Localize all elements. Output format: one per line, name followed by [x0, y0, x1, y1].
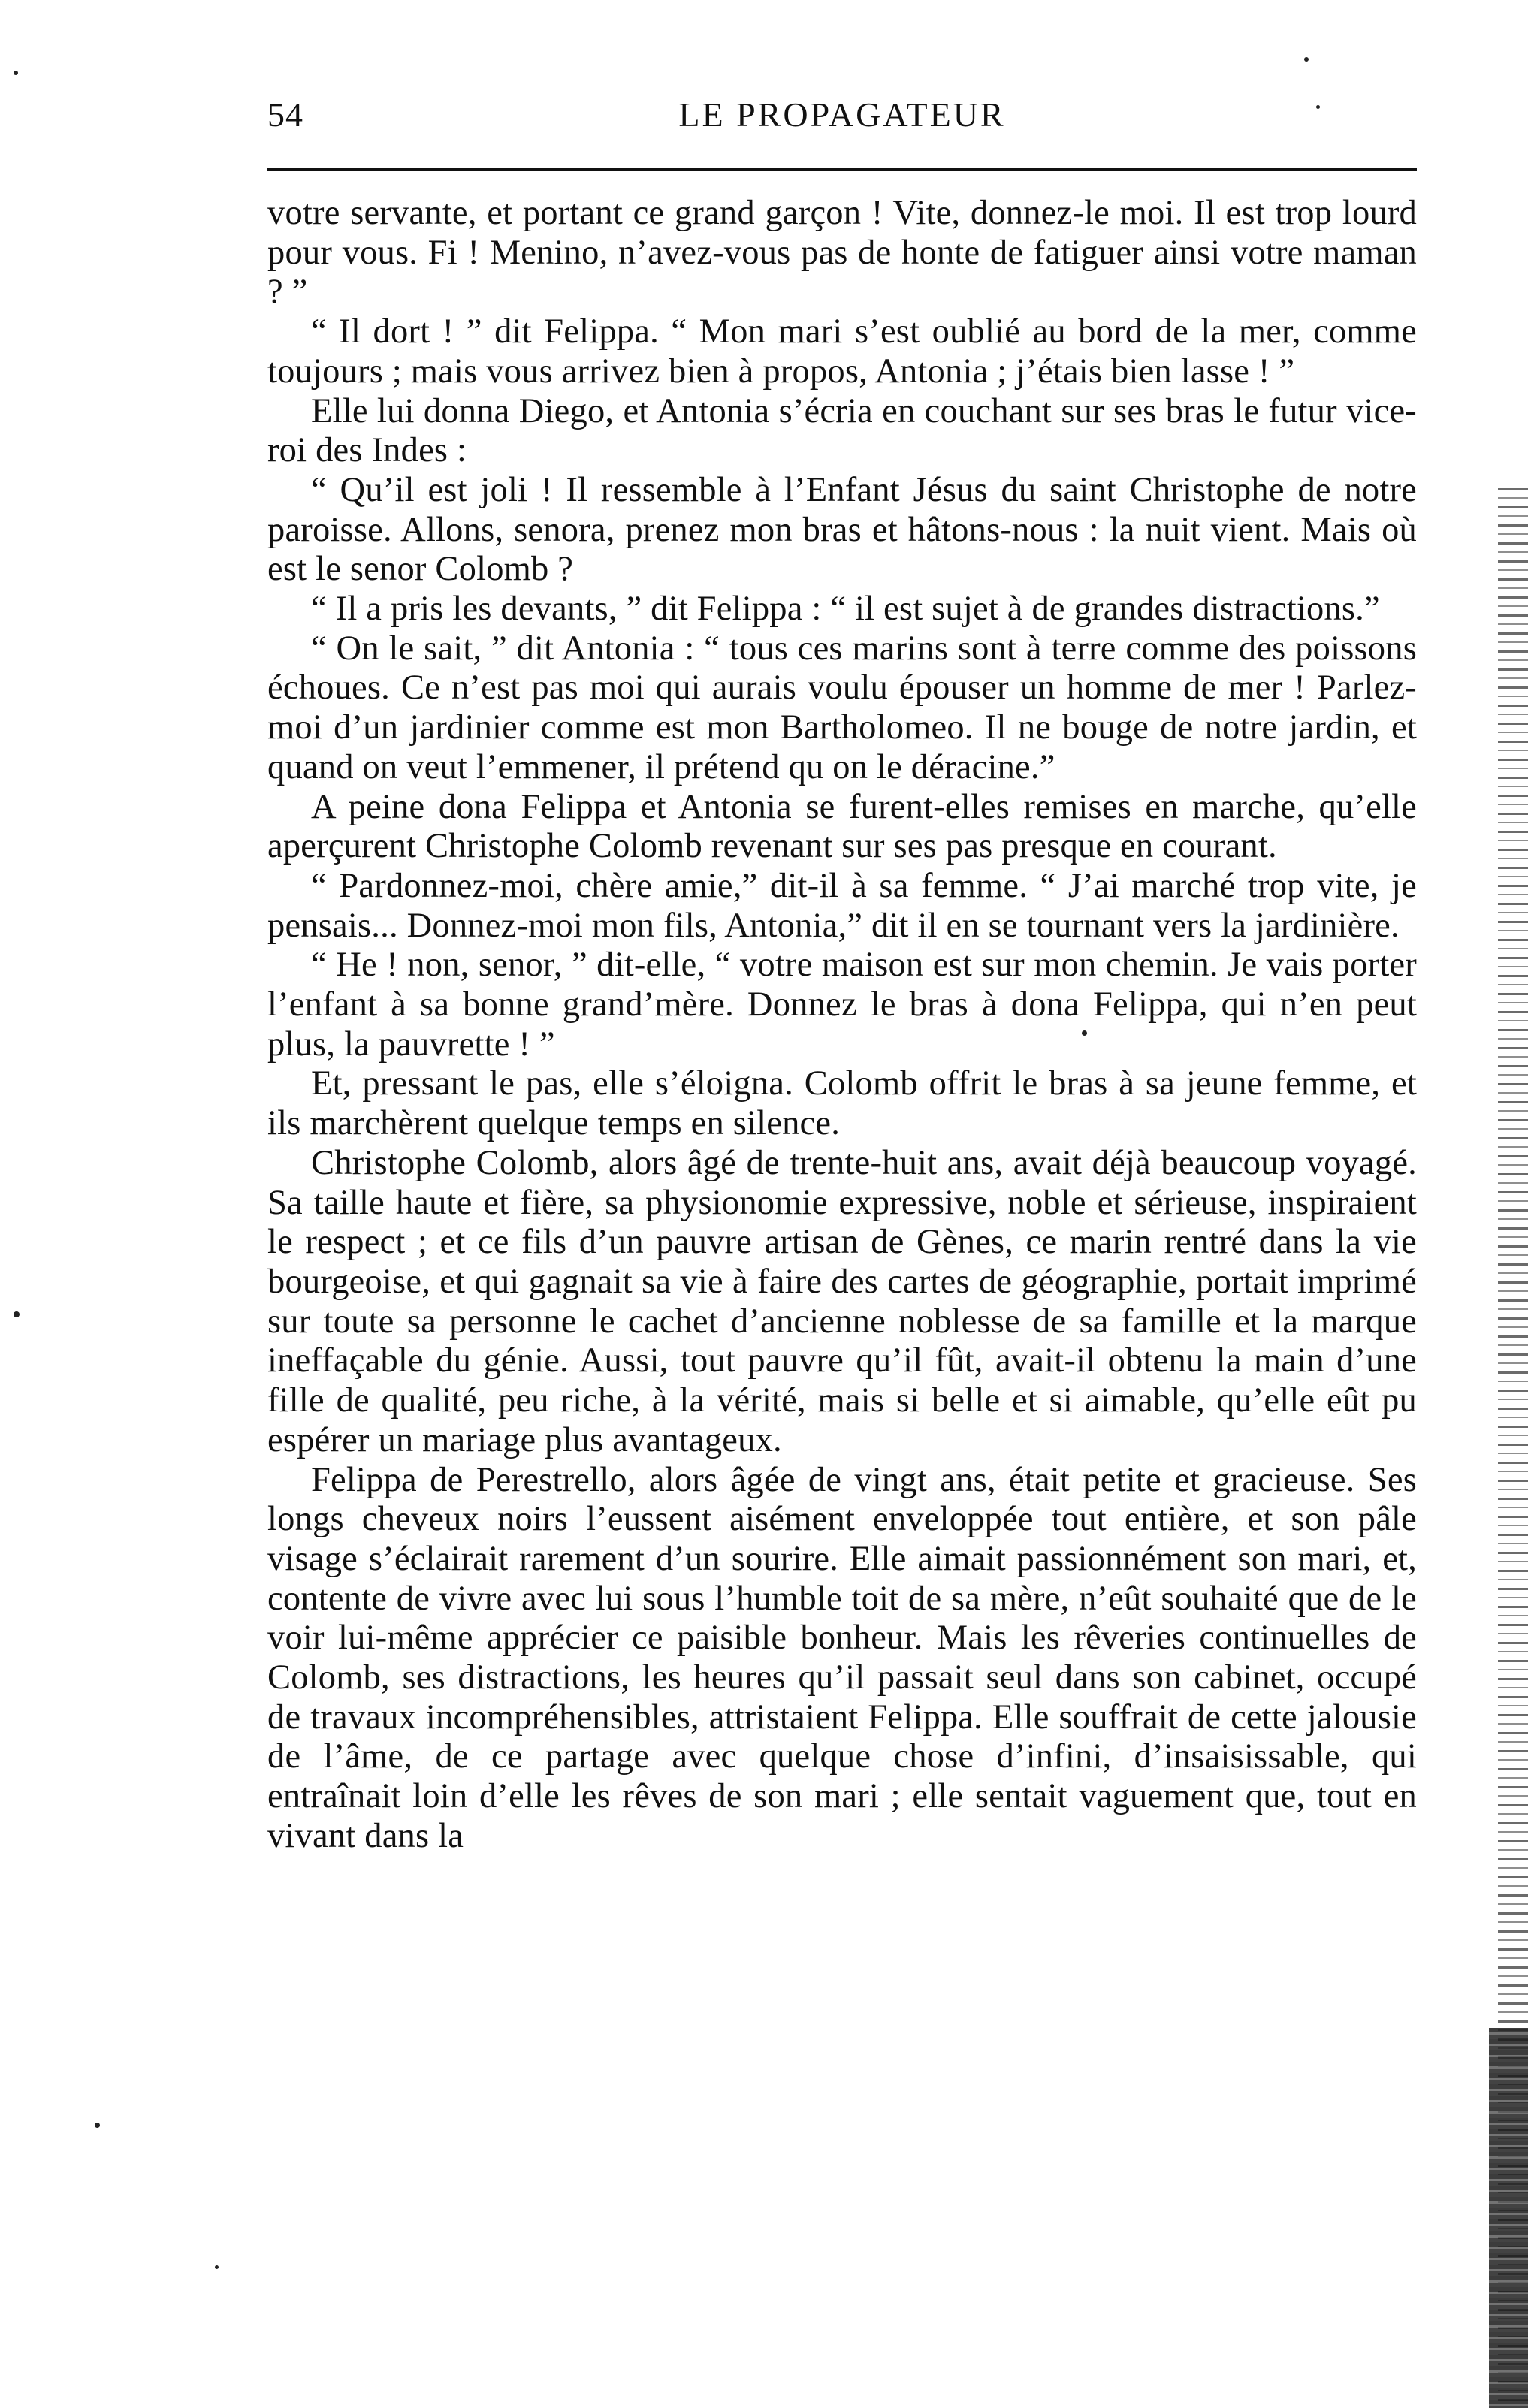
- ink-speck: [95, 2123, 100, 2128]
- running-title: LE PROPAGATEUR: [678, 95, 1006, 134]
- paragraph-antonia-joli: “ Qu’il est joli ! Il ressemble à l’Enfant Jésus du saint Christophe de notre paroisse. Allons, senora, prenez mon bras et hâtons-nous : la nuit vient. Mais où est le senor Colomb ?: [267, 470, 1417, 589]
- ink-speck: [14, 1311, 20, 1317]
- paragraph-diego-handover: Elle lui donna Diego, et Antonia s’écria en couchant sur ses bras le futur vice-roi des Indes :: [267, 391, 1417, 470]
- paragraph-a-peine: A peine dona Felippa et Antonia se furent-elles remises en marche, qu’elle aperçurent Christophe Colomb revenant sur ses pas presque en courant.: [267, 787, 1417, 866]
- paragraph-continuation: votre servante, et portant ce grand garçon ! Vite, donnez-le moi. Il est trop lourd pour vous. Fi ! Menino, n’avez-vous pas de honte de fatiguer ainsi votre maman ? ”: [267, 194, 1417, 312]
- header-rule: [267, 168, 1417, 171]
- ink-speck: [1316, 105, 1320, 109]
- paragraph-pardonnez: “ Pardonnez-moi, chère amie,” dit-il à sa femme. “ J’ai marché trop vite, je pensais... Donnez-moi mon fils, Antonia,” dit il en se tournant vers la jardinière.: [267, 866, 1417, 945]
- page-edge-dark-artifact: [1489, 2028, 1528, 2408]
- paragraph-marins: “ On le sait, ” dit Antonia : “ tous ces marins sont à terre comme des poissons échoues. Ce n’est pas moi qui aurais voulu épouser un homme de mer ! Parlez-moi d’un jardinier comme est mon Bartholomeo. Il ne bouge de notre jardin, et quand on veut l’emmener, il prétend qu on le déracine.”: [267, 629, 1417, 786]
- paragraph-he-non: “ He ! non, senor, ” dit-elle, “ votre maison est sur mon chemin. Je vais porter l’enfant à sa bonne grand’mère. Donnez le bras à dona Felippa, qui n’en peut plus, la pauvrette ! ”: [267, 946, 1417, 1064]
- paragraph-devants: “ Il a pris les devants, ” dit Felippa : “ il est sujet à de grandes distractions.”: [311, 590, 1380, 629]
- body-text: [267, 194, 1417, 1857]
- page-header: [267, 89, 1417, 141]
- ink-speck: [1304, 57, 1309, 62]
- ink-speck: [1082, 1030, 1087, 1036]
- paragraph-pressant: Et, pressant le pas, elle s’éloigna. Colomb offrit le bras à sa jeune femme, et ils marchèrent quelque temps en silence.: [267, 1064, 1417, 1143]
- page-number: 54: [267, 95, 303, 134]
- ink-speck: [215, 2265, 219, 2269]
- paragraph-felippa-reply: “ Il dort ! ” dit Felippa. “ Mon mari s’est oublié au bord de la mer, comme toujours ; mais vous arrivez bien à propos, Antonia ; j’étais bien lasse ! ”: [267, 312, 1417, 391]
- paragraph-christophe-colomb: Christophe Colomb, alors âgé de trente-huit ans, avait déjà beaucoup voyagé. Sa taille haute et fière, sa physionomie expressive, noble et sérieuse, inspiraient le respect ; et ce fils d’un pauvre artisan de Gènes, ce marin rentré dans la vie bourgeoise, et qui gagnait sa vie à faire des cartes de géographie, portait imprimé sur toute sa personne le cachet d’ancienne noblesse de sa famille et la marque ineffaçable du génie. Aussi, tout pauvre qu’il fût, avait-il obtenu la main d’une fille de qualité, peu riche, à la vérité, mais si belle et si aimable, qu’elle eût pu espérer un mariage plus avantageux.: [267, 1143, 1417, 1459]
- paragraph-felippa-perestrello: Felippa de Perestrello, alors âgée de vingt ans, était petite et gracieuse. Ses longs cheveux noirs l’eussent aisément enveloppée tout entière, et son pâle visage s’éclairait rarement d’un sourire. Elle aimait passionnément son mari, et, contente de vivre avec lui sous l’humble toit de sa mère, n’eût souhaité que de le voir lui-même apprécier ce paisible bonheur. Mais les rêveries continuelles de Colomb, ses distractions, les heures qu’il passait seul dans son cabinet, occupé de travaux incompréhensibles, attristaient Felippa. Elle souffrait de cette jalousie de l’âme, de ce partage avec quelque chose d’infini, d’insaisissable, qui entraînait loin d’elle les rêves de son mari ; elle sentait vaguement que, tout en vivant dans la: [267, 1460, 1417, 1855]
- ink-speck: [14, 71, 18, 75]
